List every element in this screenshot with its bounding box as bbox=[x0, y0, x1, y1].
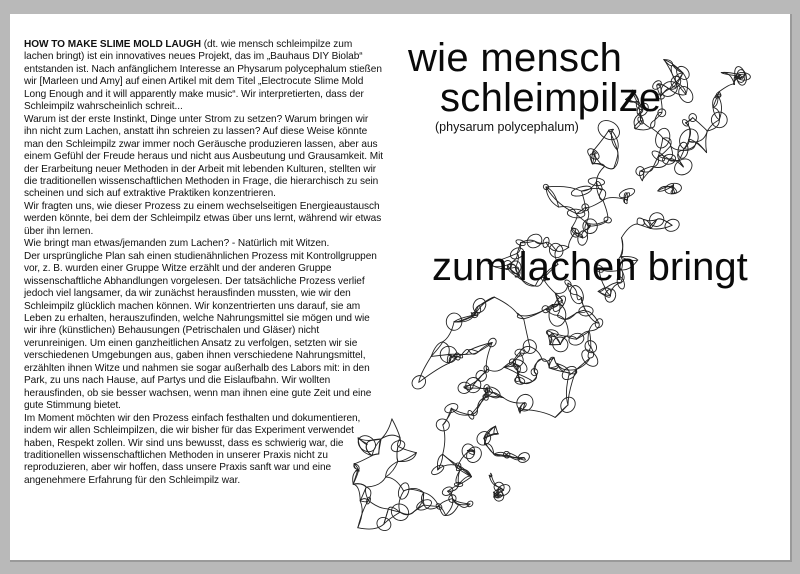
article-paragraph-1-text: (dt. wie mensch schleimpilze zum lachen bringt) ist ein innovatives neues Projekt, das im „Bauhaus DIY Biolab“ entstanden ist. Nach anfänglichem Interesse an Physarum polycephalum stießen wir [Marleen und Amy] auf einen Artikel mit dem Titel „Electrocute Slime Mold Long Enough and it will apparently make music“. Wir interpretierten, dass der Schleimpilz wahrscheinlich schreit... bbox=[24, 39, 382, 113]
article-paragraph-2: Warum ist der erste Instinkt, Dinge unter Strom zu setzen? Warum bringen wir ihn nicht zum Lachen, anstatt ihn schreien zu lassen? Auf diese Weise könnte man den Schleimpilz zwar immer noch Geräusche produzieren lassen, aber aus einem Gefühl der Freude heraus und nicht aus Ausbeutung und Grausamkeit. Mit der Erarbeitung neuer Methoden in der Arbeit mit lebenden Kulturen, stellten wir die traditionellen wissenschaftlichen Methoden in Frage, die hierarchisch zu sein scheinen und sich auf extraktive Praktiken konzentrieren. bbox=[24, 113, 384, 200]
article-paragraph-3: Wir fragten uns, wie dieser Prozess zu einem wechselseitigen Energieaustausch werden könnte, bei dem der Schleimpilz etwas über uns lernt, während wir etwas über ihn lernen. bbox=[24, 200, 382, 237]
page-shadow-right bbox=[790, 14, 792, 560]
article-lead: HOW TO MAKE SLIME MOLD LAUGH bbox=[24, 39, 202, 50]
article-paragraph-1 bbox=[24, 39, 384, 114]
headline-title bbox=[408, 38, 661, 118]
page-shadow-bottom bbox=[10, 560, 792, 562]
article-paragraph-5: Der ursprüngliche Plan sah einen studienähnlichen Prozess mit Kontrollgruppen vor, z. B. wurden einer Gruppe Witze erzählt und der anderen Gruppe wissenschaftliche Abhandlungen vorgelesen. Der tatsächliche Prozess verlief jedoch viel langsamer, da wir zunächst herausfinden mussten, wie wir den Schleimpilz glücklich machen können. Wir konzentrierten uns darauf, sie am Leben zu erhalten, herauszufinden, welche Nahrungsmittel sie mögen und wie wir ihre (künstlichen) Behausungen (Petrischalen und Gläser) nicht verunreinigen. Um einen ganzheitlichen Ansatz zu verfolgen, setzten wir sie verschiedenen Umgebungen aus, gaben ihnen verschiedene Nahrungsmittel, erzählten ihnen Witze und nahmen sie sogar außerhalb des Labors mit: in den Park, zu uns nach Hause, auf Partys und die Eislaufbahn. Wir wollten herausfinden, ob sie besser wachsen, wenn man ihnen eine gute Zeit und eine gute Stimmung bietet. bbox=[24, 250, 377, 412]
article-paragraph-4: Wie bringt man etwas/jemanden zum Lachen? - Natürlich mit Witzen. bbox=[24, 238, 330, 250]
headline-line-1: wie mensch bbox=[408, 36, 623, 80]
headline-subtitle: (physarum polycephalum) bbox=[435, 120, 579, 134]
article-body bbox=[24, 39, 384, 487]
document-page bbox=[10, 14, 790, 560]
headline-line-2: schleimpilze bbox=[440, 76, 662, 120]
article-paragraph-6: Im Moment möchten wir den Prozess einfach festhalten und dokumentieren, indem wir allen Schleimpilzen, die wir bisher für das Experiment verwendet haben, Respekt zollen. Wir sind uns bewusst, dass es schwierig war, die traditionellen wissenschaftlichen Methoden in unserer Praxis nicht zu reproduzieren, aber wir hoffen, dass unsere Praxis sanft war und eine angenehmere Erfahrung für den Schleimpilz war. bbox=[24, 412, 361, 486]
headline-line-3: zum lachen bringt bbox=[432, 245, 748, 289]
